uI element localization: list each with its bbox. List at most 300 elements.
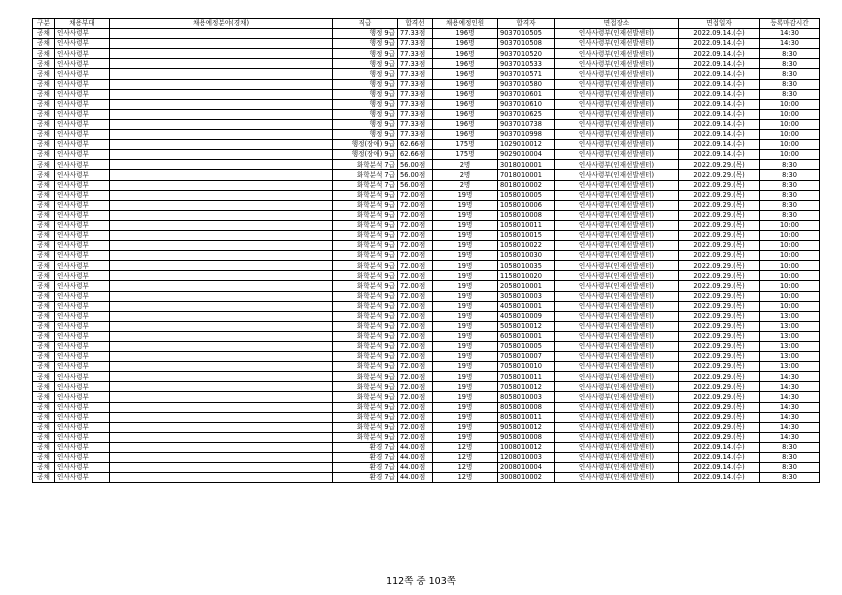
table-row bbox=[33, 342, 820, 352]
cell-location: 인사사령부(인재선발센터) bbox=[555, 453, 679, 463]
cell-location: 인사사령부(인재선발센터) bbox=[555, 89, 679, 99]
cell-applicant: 2008010004 bbox=[498, 463, 555, 473]
cell-grade: 화학분석 9급 bbox=[333, 200, 398, 210]
cell-grade: 화학분석 9급 bbox=[333, 220, 398, 230]
cell-cutoff: 72.00점 bbox=[398, 402, 433, 412]
cell-date: 2022.09.29.(목) bbox=[679, 281, 760, 291]
cell-planned-count: 19명 bbox=[433, 230, 498, 240]
table-row bbox=[33, 49, 820, 59]
cell-unit: 인사사령부 bbox=[55, 473, 110, 483]
cell-field bbox=[110, 372, 333, 382]
cell-unit: 인사사령부 bbox=[55, 382, 110, 392]
cell-date: 2022.09.29.(목) bbox=[679, 321, 760, 331]
cell-applicant: 6058010001 bbox=[498, 331, 555, 341]
cell-date: 2022.09.29.(목) bbox=[679, 301, 760, 311]
cell-location: 인사사령부(인재선발센터) bbox=[555, 200, 679, 210]
cell-grade: 화학분석 9급 bbox=[333, 402, 398, 412]
cell-grade: 화학분석 9급 bbox=[333, 422, 398, 432]
cell-date: 2022.09.14.(수) bbox=[679, 79, 760, 89]
cell-cutoff: 72.00점 bbox=[398, 392, 433, 402]
cell-unit: 인사사령부 bbox=[55, 432, 110, 442]
cell-grade: 화학분석 9급 bbox=[333, 321, 398, 331]
cell-unit: 인사사령부 bbox=[55, 241, 110, 251]
table-row bbox=[33, 442, 820, 452]
cell-cutoff: 72.00점 bbox=[398, 382, 433, 392]
cell-unit: 인사사령부 bbox=[55, 392, 110, 402]
cell-field bbox=[110, 402, 333, 412]
cell-type: 공채 bbox=[33, 372, 55, 382]
cell-grade: 행정(장애) 9급 bbox=[333, 150, 398, 160]
cell-type: 공채 bbox=[33, 412, 55, 422]
cell-type: 공채 bbox=[33, 69, 55, 79]
cell-field bbox=[110, 352, 333, 362]
table-row bbox=[33, 281, 820, 291]
cell-grade: 행정 9급 bbox=[333, 59, 398, 69]
cell-location: 인사사령부(인재선발센터) bbox=[555, 442, 679, 452]
table-row bbox=[33, 220, 820, 230]
cell-location: 인사사령부(인재선발센터) bbox=[555, 119, 679, 129]
cell-field bbox=[110, 69, 333, 79]
cell-type: 공채 bbox=[33, 392, 55, 402]
table-row bbox=[33, 432, 820, 442]
cell-type: 공채 bbox=[33, 150, 55, 160]
cell-planned-count: 19명 bbox=[433, 210, 498, 220]
table-row bbox=[33, 109, 820, 119]
cell-cutoff: 77.33점 bbox=[398, 69, 433, 79]
cell-field bbox=[110, 342, 333, 352]
cell-deadline: 14:30 bbox=[760, 422, 820, 432]
cell-planned-count: 19명 bbox=[433, 200, 498, 210]
table-row bbox=[33, 130, 820, 140]
cell-unit: 인사사령부 bbox=[55, 321, 110, 331]
cell-applicant: 9058010012 bbox=[498, 422, 555, 432]
cell-applicant: 7058010010 bbox=[498, 362, 555, 372]
cell-field bbox=[110, 271, 333, 281]
cell-type: 공채 bbox=[33, 251, 55, 261]
table-row bbox=[33, 89, 820, 99]
cell-type: 공채 bbox=[33, 432, 55, 442]
cell-deadline: 10:00 bbox=[760, 119, 820, 129]
cell-applicant: 8018010002 bbox=[498, 180, 555, 190]
cell-planned-count: 2명 bbox=[433, 180, 498, 190]
cell-planned-count: 19명 bbox=[433, 362, 498, 372]
cell-date: 2022.09.29.(목) bbox=[679, 311, 760, 321]
table-row bbox=[33, 59, 820, 69]
cell-type: 공채 bbox=[33, 200, 55, 210]
cell-location: 인사사령부(인재선발센터) bbox=[555, 69, 679, 79]
cell-location: 인사사령부(인재선발센터) bbox=[555, 412, 679, 422]
cell-applicant: 3008010002 bbox=[498, 473, 555, 483]
cell-applicant: 1058010030 bbox=[498, 251, 555, 261]
cell-unit: 인사사령부 bbox=[55, 453, 110, 463]
cell-planned-count: 19명 bbox=[433, 251, 498, 261]
cell-date: 2022.09.29.(목) bbox=[679, 220, 760, 230]
table-row bbox=[33, 402, 820, 412]
cell-date: 2022.09.29.(목) bbox=[679, 291, 760, 301]
cell-grade: 화학분석 9급 bbox=[333, 432, 398, 442]
cell-deadline: 14:30 bbox=[760, 39, 820, 49]
cell-type: 공채 bbox=[33, 281, 55, 291]
cell-field bbox=[110, 301, 333, 311]
col-header-planned-count: 채용예정인원 bbox=[433, 19, 498, 29]
cell-cutoff: 44.00점 bbox=[398, 463, 433, 473]
cell-grade: 행정 9급 bbox=[333, 130, 398, 140]
table-row bbox=[33, 453, 820, 463]
cell-deadline: 8:30 bbox=[760, 463, 820, 473]
cell-date: 2022.09.14.(수) bbox=[679, 119, 760, 129]
cell-unit: 인사사령부 bbox=[55, 362, 110, 372]
cell-unit: 인사사령부 bbox=[55, 69, 110, 79]
cell-applicant: 8058010003 bbox=[498, 392, 555, 402]
cell-cutoff: 72.00점 bbox=[398, 362, 433, 372]
cell-applicant: 7058010005 bbox=[498, 342, 555, 352]
cell-type: 공채 bbox=[33, 291, 55, 301]
cell-planned-count: 2명 bbox=[433, 170, 498, 180]
cell-type: 공채 bbox=[33, 311, 55, 321]
cell-applicant: 4058010009 bbox=[498, 311, 555, 321]
cell-field bbox=[110, 99, 333, 109]
cell-type: 공채 bbox=[33, 160, 55, 170]
cell-cutoff: 77.33점 bbox=[398, 29, 433, 39]
cell-deadline: 14:30 bbox=[760, 392, 820, 402]
cell-planned-count: 196명 bbox=[433, 119, 498, 129]
cell-field bbox=[110, 321, 333, 331]
cell-date: 2022.09.14.(수) bbox=[679, 39, 760, 49]
cell-cutoff: 72.00점 bbox=[398, 190, 433, 200]
cell-field bbox=[110, 119, 333, 129]
cell-cutoff: 77.33점 bbox=[398, 49, 433, 59]
cell-deadline: 13:00 bbox=[760, 362, 820, 372]
cell-applicant: 1058010035 bbox=[498, 261, 555, 271]
cell-type: 공채 bbox=[33, 261, 55, 271]
cell-date: 2022.09.29.(목) bbox=[679, 251, 760, 261]
cell-applicant: 9037010998 bbox=[498, 130, 555, 140]
cell-unit: 인사사령부 bbox=[55, 49, 110, 59]
cell-location: 인사사령부(인재선발센터) bbox=[555, 59, 679, 69]
table-row bbox=[33, 140, 820, 150]
cell-cutoff: 72.00점 bbox=[398, 241, 433, 251]
col-header-unit: 채용부대 bbox=[55, 19, 110, 29]
cell-planned-count: 196명 bbox=[433, 69, 498, 79]
cell-cutoff: 56.00점 bbox=[398, 170, 433, 180]
cell-grade: 화학분석 9급 bbox=[333, 331, 398, 341]
cell-date: 2022.09.29.(목) bbox=[679, 180, 760, 190]
cell-location: 인사사령부(인재선발센터) bbox=[555, 463, 679, 473]
col-header-location: 면접장소 bbox=[555, 19, 679, 29]
cell-type: 공채 bbox=[33, 220, 55, 230]
cell-type: 공채 bbox=[33, 180, 55, 190]
cell-type: 공채 bbox=[33, 442, 55, 452]
cell-field bbox=[110, 442, 333, 452]
cell-deadline: 8:30 bbox=[760, 210, 820, 220]
cell-planned-count: 19명 bbox=[433, 342, 498, 352]
cell-type: 공채 bbox=[33, 271, 55, 281]
cell-date: 2022.09.29.(목) bbox=[679, 331, 760, 341]
col-header-grade: 직급 bbox=[333, 19, 398, 29]
cell-applicant: 4058010001 bbox=[498, 301, 555, 311]
col-header-deadline: 등록마감시간 bbox=[760, 19, 820, 29]
cell-unit: 인사사령부 bbox=[55, 39, 110, 49]
cell-date: 2022.09.29.(목) bbox=[679, 230, 760, 240]
table-row bbox=[33, 230, 820, 240]
cell-cutoff: 77.33점 bbox=[398, 59, 433, 69]
col-header-field: 채용예정분야(경채) bbox=[110, 19, 333, 29]
cell-type: 공채 bbox=[33, 352, 55, 362]
cell-grade: 행정 9급 bbox=[333, 119, 398, 129]
cell-planned-count: 196명 bbox=[433, 29, 498, 39]
cell-location: 인사사령부(인재선발센터) bbox=[555, 321, 679, 331]
cell-planned-count: 19명 bbox=[433, 392, 498, 402]
cell-location: 인사사령부(인재선발센터) bbox=[555, 402, 679, 412]
cell-field bbox=[110, 39, 333, 49]
cell-field bbox=[110, 59, 333, 69]
cell-location: 인사사령부(인재선발센터) bbox=[555, 150, 679, 160]
cell-applicant: 9037010520 bbox=[498, 49, 555, 59]
cell-date: 2022.09.29.(목) bbox=[679, 190, 760, 200]
cell-applicant: 1008010012 bbox=[498, 442, 555, 452]
cell-type: 공채 bbox=[33, 79, 55, 89]
cell-location: 인사사령부(인재선발센터) bbox=[555, 160, 679, 170]
cell-planned-count: 19명 bbox=[433, 190, 498, 200]
cell-applicant: 7058010007 bbox=[498, 352, 555, 362]
cell-location: 인사사령부(인재선발센터) bbox=[555, 130, 679, 140]
cell-planned-count: 19명 bbox=[433, 352, 498, 362]
cell-deadline: 10:00 bbox=[760, 140, 820, 150]
table-row bbox=[33, 321, 820, 331]
cell-location: 인사사령부(인재선발센터) bbox=[555, 49, 679, 59]
table-row bbox=[33, 362, 820, 372]
cell-deadline: 8:30 bbox=[760, 160, 820, 170]
cell-cutoff: 56.00점 bbox=[398, 180, 433, 190]
cell-cutoff: 44.00점 bbox=[398, 442, 433, 452]
cell-field bbox=[110, 473, 333, 483]
cell-cutoff: 72.00점 bbox=[398, 331, 433, 341]
cell-type: 공채 bbox=[33, 241, 55, 251]
cell-unit: 인사사령부 bbox=[55, 402, 110, 412]
cell-location: 인사사령부(인재선발센터) bbox=[555, 473, 679, 483]
cell-deadline: 10:00 bbox=[760, 109, 820, 119]
cell-unit: 인사사령부 bbox=[55, 442, 110, 452]
cell-cutoff: 77.33점 bbox=[398, 130, 433, 140]
cell-planned-count: 19명 bbox=[433, 311, 498, 321]
cell-field bbox=[110, 311, 333, 321]
cell-cutoff: 77.33점 bbox=[398, 89, 433, 99]
cell-cutoff: 72.00점 bbox=[398, 271, 433, 281]
cell-cutoff: 72.00점 bbox=[398, 230, 433, 240]
cell-date: 2022.09.14.(수) bbox=[679, 473, 760, 483]
cell-field bbox=[110, 432, 333, 442]
cell-planned-count: 19명 bbox=[433, 261, 498, 271]
cell-applicant: 8058010008 bbox=[498, 402, 555, 412]
cell-applicant: 9037010625 bbox=[498, 109, 555, 119]
cell-date: 2022.09.14.(수) bbox=[679, 89, 760, 99]
cell-applicant: 9037010508 bbox=[498, 39, 555, 49]
cell-unit: 인사사령부 bbox=[55, 29, 110, 39]
cell-unit: 인사사령부 bbox=[55, 331, 110, 341]
cell-date: 2022.09.29.(목) bbox=[679, 432, 760, 442]
cell-field bbox=[110, 29, 333, 39]
cell-deadline: 10:00 bbox=[760, 220, 820, 230]
cell-date: 2022.09.29.(목) bbox=[679, 210, 760, 220]
cell-location: 인사사령부(인재선발센터) bbox=[555, 261, 679, 271]
cell-planned-count: 19명 bbox=[433, 372, 498, 382]
cell-field bbox=[110, 79, 333, 89]
table-row bbox=[33, 271, 820, 281]
cell-planned-count: 12명 bbox=[433, 453, 498, 463]
cell-deadline: 8:30 bbox=[760, 49, 820, 59]
cell-grade: 화학분석 9급 bbox=[333, 392, 398, 402]
cell-deadline: 10:00 bbox=[760, 99, 820, 109]
cell-unit: 인사사령부 bbox=[55, 220, 110, 230]
cell-applicant: 2058010001 bbox=[498, 281, 555, 291]
cell-applicant: 9058010008 bbox=[498, 432, 555, 442]
cell-field bbox=[110, 453, 333, 463]
cell-applicant: 9037010571 bbox=[498, 69, 555, 79]
table-row bbox=[33, 200, 820, 210]
cell-grade: 화학분석 9급 bbox=[333, 412, 398, 422]
cell-cutoff: 72.00점 bbox=[398, 321, 433, 331]
cell-cutoff: 72.00점 bbox=[398, 372, 433, 382]
cell-type: 공채 bbox=[33, 402, 55, 412]
cell-unit: 인사사령부 bbox=[55, 261, 110, 271]
cell-unit: 인사사령부 bbox=[55, 311, 110, 321]
cell-date: 2022.09.14.(수) bbox=[679, 150, 760, 160]
cell-unit: 인사사령부 bbox=[55, 210, 110, 220]
cell-unit: 인사사령부 bbox=[55, 109, 110, 119]
cell-location: 인사사령부(인재선발센터) bbox=[555, 220, 679, 230]
cell-location: 인사사령부(인재선발센터) bbox=[555, 180, 679, 190]
cell-planned-count: 19명 bbox=[433, 331, 498, 341]
cell-grade: 화학분석 9급 bbox=[333, 301, 398, 311]
page-number: 112쪽 중 103쪽 bbox=[386, 576, 456, 587]
table-row bbox=[33, 190, 820, 200]
cell-grade: 행정 9급 bbox=[333, 49, 398, 59]
cell-deadline: 10:00 bbox=[760, 281, 820, 291]
cell-planned-count: 19명 bbox=[433, 432, 498, 442]
cell-field bbox=[110, 180, 333, 190]
cell-date: 2022.09.14.(수) bbox=[679, 130, 760, 140]
cell-planned-count: 19명 bbox=[433, 220, 498, 230]
cell-date: 2022.09.29.(목) bbox=[679, 241, 760, 251]
cell-grade: 화학분석 9급 bbox=[333, 362, 398, 372]
table-row bbox=[33, 331, 820, 341]
cell-applicant: 7018010001 bbox=[498, 170, 555, 180]
cell-applicant: 9029010004 bbox=[498, 150, 555, 160]
table-row bbox=[33, 69, 820, 79]
cell-location: 인사사령부(인재선발센터) bbox=[555, 170, 679, 180]
cell-type: 공채 bbox=[33, 39, 55, 49]
cell-grade: 환경 7급 bbox=[333, 453, 398, 463]
cell-type: 공채 bbox=[33, 89, 55, 99]
cell-unit: 인사사령부 bbox=[55, 89, 110, 99]
cell-unit: 인사사령부 bbox=[55, 230, 110, 240]
table-row bbox=[33, 311, 820, 321]
cell-deadline: 10:00 bbox=[760, 251, 820, 261]
cell-grade: 화학분석 7급 bbox=[333, 160, 398, 170]
cell-planned-count: 19명 bbox=[433, 412, 498, 422]
cell-cutoff: 72.00점 bbox=[398, 422, 433, 432]
cell-deadline: 14:30 bbox=[760, 402, 820, 412]
cell-deadline: 10:00 bbox=[760, 291, 820, 301]
cell-applicant: 1058010022 bbox=[498, 241, 555, 251]
cell-cutoff: 77.33점 bbox=[398, 79, 433, 89]
cell-unit: 인사사령부 bbox=[55, 79, 110, 89]
cell-grade: 화학분석 9급 bbox=[333, 210, 398, 220]
cell-unit: 인사사령부 bbox=[55, 301, 110, 311]
cell-grade: 화학분석 9급 bbox=[333, 261, 398, 271]
cell-deadline: 13:00 bbox=[760, 311, 820, 321]
cell-unit: 인사사령부 bbox=[55, 291, 110, 301]
cell-location: 인사사령부(인재선발센터) bbox=[555, 99, 679, 109]
table-row bbox=[33, 241, 820, 251]
cell-planned-count: 19명 bbox=[433, 422, 498, 432]
cell-planned-count: 196명 bbox=[433, 109, 498, 119]
cell-applicant: 1029010012 bbox=[498, 140, 555, 150]
table-row bbox=[33, 99, 820, 109]
cell-unit: 인사사령부 bbox=[55, 119, 110, 129]
cell-grade: 행정 9급 bbox=[333, 109, 398, 119]
cell-date: 2022.09.29.(목) bbox=[679, 200, 760, 210]
cell-field bbox=[110, 109, 333, 119]
col-header-applicant: 합격자 bbox=[498, 19, 555, 29]
cell-grade: 화학분석 9급 bbox=[333, 241, 398, 251]
cell-type: 공채 bbox=[33, 119, 55, 129]
cell-cutoff: 72.00점 bbox=[398, 251, 433, 261]
cell-location: 인사사령부(인재선발센터) bbox=[555, 331, 679, 341]
cell-grade: 행정 9급 bbox=[333, 99, 398, 109]
cell-field bbox=[110, 382, 333, 392]
cell-cutoff: 77.33점 bbox=[398, 119, 433, 129]
cell-location: 인사사령부(인재선발센터) bbox=[555, 311, 679, 321]
cell-unit: 인사사령부 bbox=[55, 412, 110, 422]
table-row bbox=[33, 119, 820, 129]
cell-type: 공채 bbox=[33, 473, 55, 483]
cell-field bbox=[110, 230, 333, 240]
table-row bbox=[33, 39, 820, 49]
cell-applicant: 9037010533 bbox=[498, 59, 555, 69]
cell-cutoff: 44.00점 bbox=[398, 453, 433, 463]
cell-location: 인사사령부(인재선발센터) bbox=[555, 241, 679, 251]
cell-deadline: 8:30 bbox=[760, 59, 820, 69]
cell-planned-count: 19명 bbox=[433, 402, 498, 412]
cell-location: 인사사령부(인재선발센터) bbox=[555, 140, 679, 150]
cell-applicant: 1058010008 bbox=[498, 210, 555, 220]
cell-type: 공채 bbox=[33, 99, 55, 109]
cell-field bbox=[110, 49, 333, 59]
cell-deadline: 10:00 bbox=[760, 230, 820, 240]
cell-grade: 행정(장애) 9급 bbox=[333, 140, 398, 150]
cell-type: 공채 bbox=[33, 59, 55, 69]
cell-date: 2022.09.29.(목) bbox=[679, 372, 760, 382]
cell-grade: 화학분석 9급 bbox=[333, 251, 398, 261]
cell-grade: 화학분석 7급 bbox=[333, 170, 398, 180]
cell-unit: 인사사령부 bbox=[55, 99, 110, 109]
cell-type: 공채 bbox=[33, 109, 55, 119]
cell-field bbox=[110, 210, 333, 220]
table-header-row bbox=[33, 19, 820, 29]
cell-applicant: 1158010020 bbox=[498, 271, 555, 281]
cell-grade: 화학분석 9급 bbox=[333, 271, 398, 281]
cell-field bbox=[110, 331, 333, 341]
cell-deadline: 10:00 bbox=[760, 271, 820, 281]
cell-date: 2022.09.14.(수) bbox=[679, 99, 760, 109]
cell-deadline: 8:30 bbox=[760, 190, 820, 200]
cell-unit: 인사사령부 bbox=[55, 372, 110, 382]
cell-type: 공채 bbox=[33, 210, 55, 220]
cell-planned-count: 175명 bbox=[433, 150, 498, 160]
cell-unit: 인사사령부 bbox=[55, 130, 110, 140]
cell-cutoff: 72.00점 bbox=[398, 291, 433, 301]
